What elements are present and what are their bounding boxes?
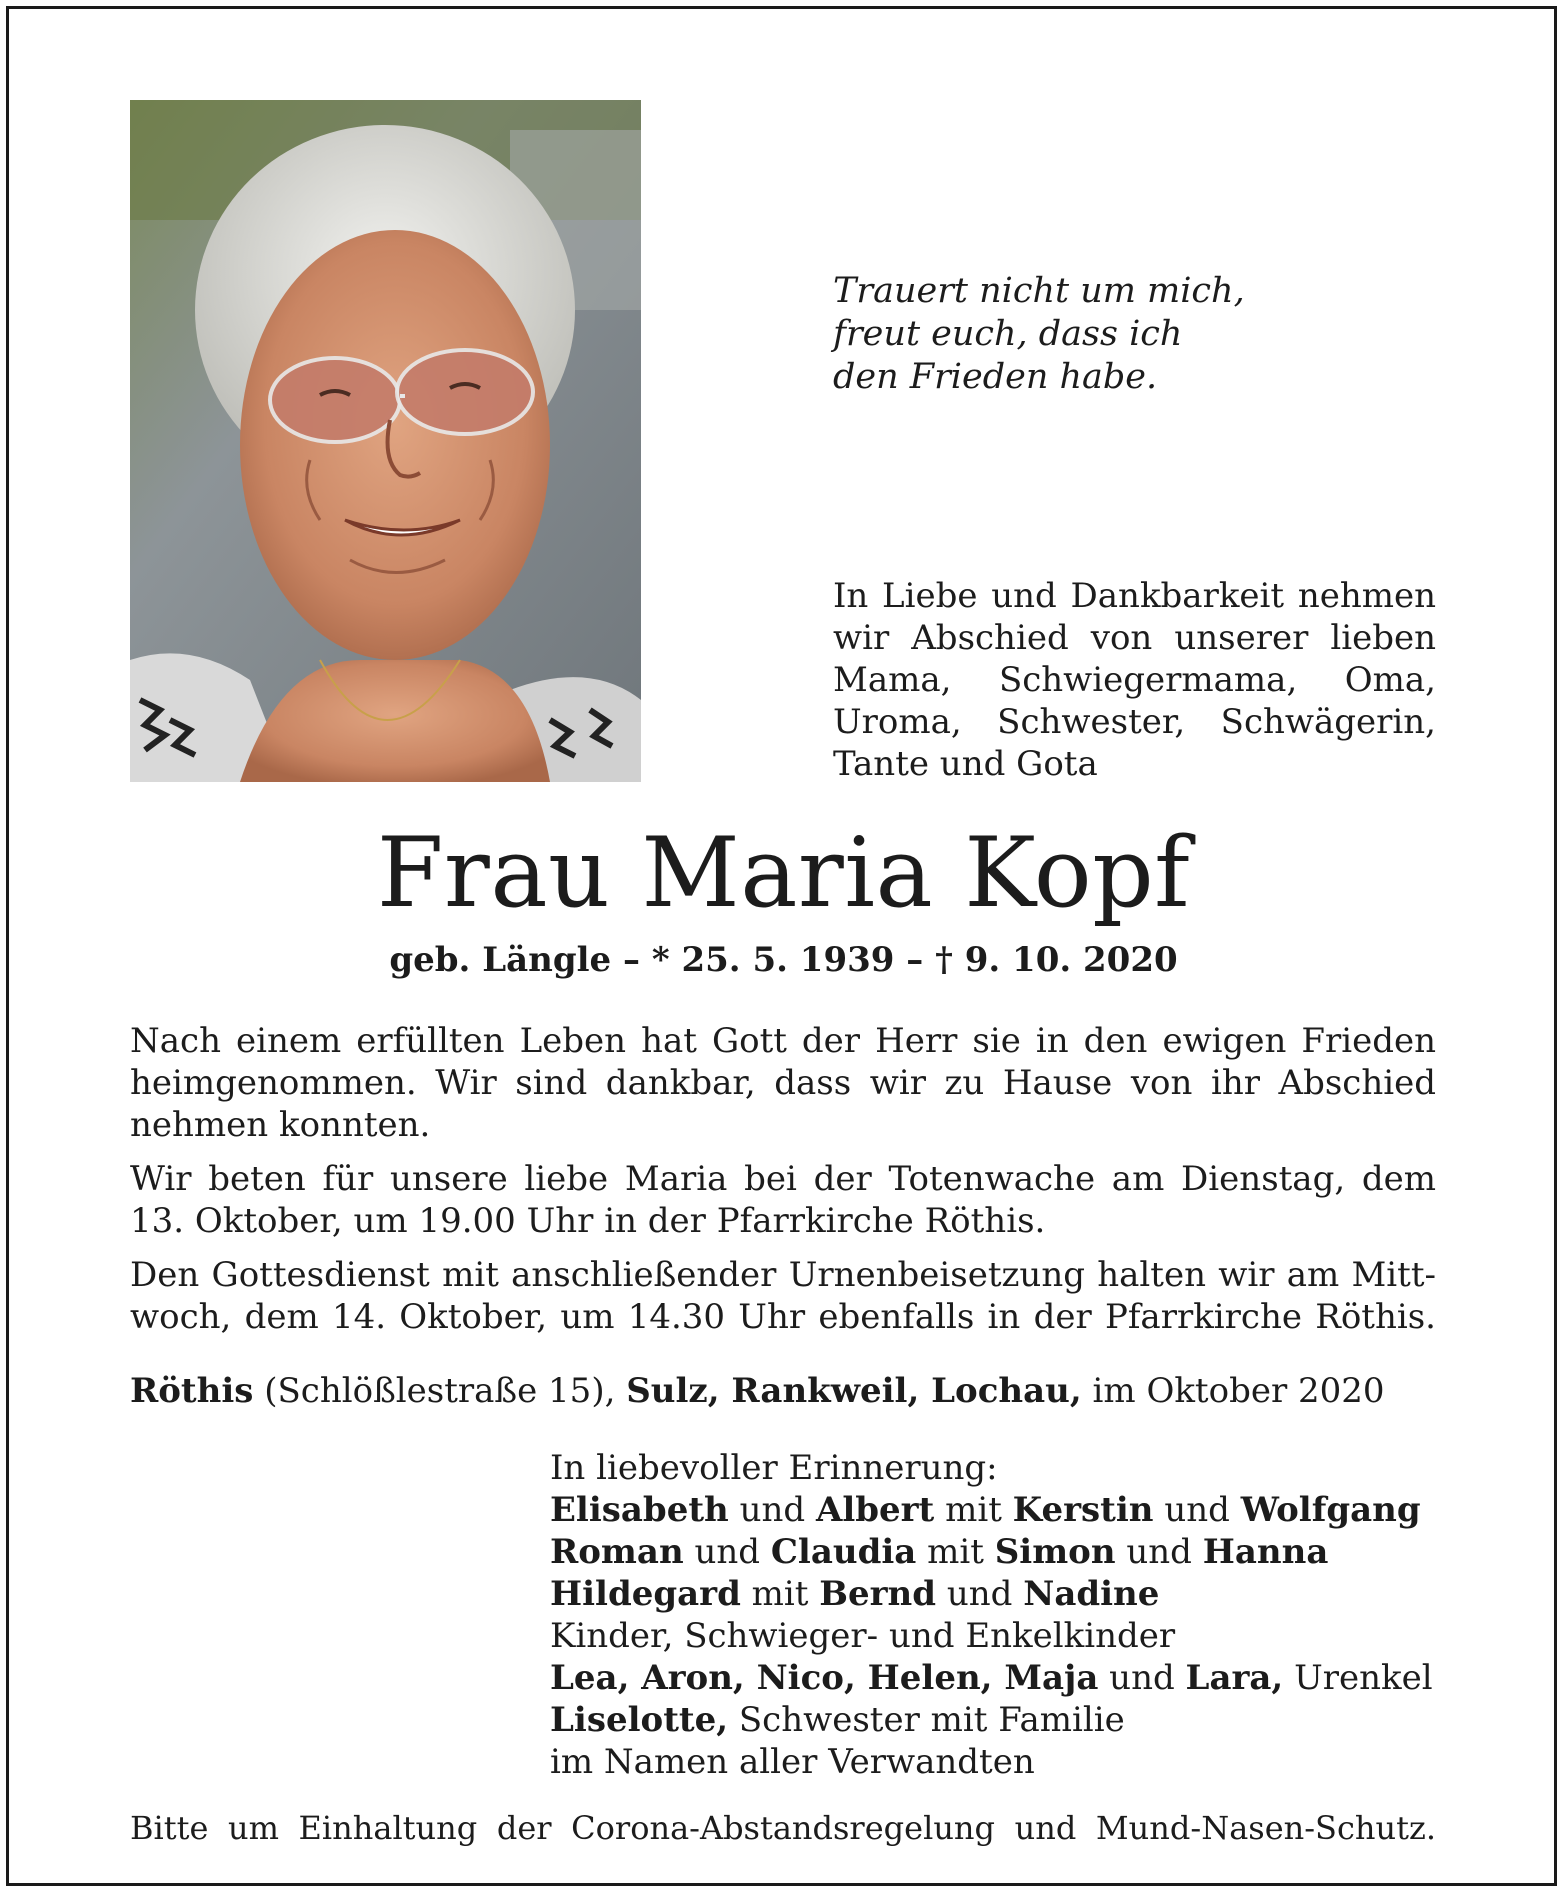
mourner-name: Lea, Aron, Nico, Helen, Maja <box>550 1658 1099 1698</box>
mourner-name: Hildegard <box>550 1574 741 1614</box>
deceased-name: Frau Maria Kopf <box>376 817 1191 929</box>
motto-line: Trauert nicht um mich, <box>833 271 1245 311</box>
mourners-row: im Namen aller Verwandten <box>550 1742 1035 1782</box>
paragraph-line: heimgenommen. Wir sind dankbar, dass wir zu Hause von ihr Abschied <box>130 1063 1436 1103</box>
intro-line: wir Abschied von unserer lieben <box>833 618 1436 658</box>
mourners-list <box>550 1447 1450 1783</box>
mourner-relation: Urenkel <box>1294 1658 1433 1698</box>
mourners-row <box>550 1657 1450 1699</box>
motto-line: freut euch, dass ich <box>833 314 1183 354</box>
place-address: (Schlößlestraße 15), <box>264 1371 616 1411</box>
paragraph-service <box>130 1254 1436 1338</box>
motto-quote <box>833 270 1353 399</box>
mourner-name: Wolfgang <box>1240 1490 1421 1530</box>
mourner-connector: und <box>1126 1532 1192 1572</box>
paragraph-line: 13. Oktober, um 19.00 Uhr in der Pfarrkirche Röthis. <box>130 1201 1046 1241</box>
intro-text <box>833 575 1436 785</box>
mourner-name: Lara, <box>1185 1658 1284 1698</box>
paragraph-line: Den Gottesdienst mit anschließender Urnenbeisetzung halten wir am Mitt- <box>130 1255 1436 1295</box>
mourners-row <box>550 1573 1450 1615</box>
mourners-row <box>550 1489 1450 1531</box>
mourners-row <box>550 1699 1450 1741</box>
portrait-photo <box>130 100 641 782</box>
mourner-connector: und <box>1109 1658 1175 1698</box>
intro-line: Mama, Schwiegermama, Oma, <box>833 660 1436 700</box>
mourner-name: Bernd <box>819 1574 937 1614</box>
mourner-name: Albert <box>815 1490 935 1530</box>
mourner-name: Liselotte, <box>550 1700 729 1740</box>
place-other-towns: Sulz, Rankweil, Lochau, <box>626 1371 1082 1411</box>
mourner-connector: mit <box>751 1574 809 1614</box>
life-dates: geb. Längle – * 25. 5. 1939 – † 9. 10. 2020 <box>389 940 1178 980</box>
corona-notice: Bitte um Einhaltung der Corona-Abstandsregelung und Mund-Nasen-Schutz. <box>130 1809 1436 1847</box>
intro-line: Tante und Gota <box>833 744 1098 784</box>
place-date: im Oktober 2020 <box>1092 1371 1385 1411</box>
mourner-connector: und <box>946 1574 1013 1614</box>
paragraph-line: Nach einem erfüllten Leben hat Gott der Herr sie in den ewigen Frieden <box>130 1021 1436 1061</box>
mourner-name: Kerstin <box>1012 1490 1154 1530</box>
place-town: Röthis <box>130 1371 254 1411</box>
paragraph-wake <box>130 1158 1436 1242</box>
mourners-row <box>550 1531 1450 1573</box>
mourner-connector: mit <box>927 1532 984 1572</box>
mourner-name: Claudia <box>770 1532 917 1572</box>
intro-line: In Liebe und Dankbarkeit nehmen <box>833 576 1436 616</box>
mourner-relation: Schwester mit Familie <box>738 1700 1125 1740</box>
mourner-connector: und <box>694 1532 761 1572</box>
mourners-row: Kinder, Schwieger- und Enkelkinder <box>550 1616 1176 1656</box>
mourner-connector: mit <box>945 1490 1002 1530</box>
mourner-name: Nadine <box>1023 1574 1160 1614</box>
place-and-date <box>130 1370 1385 1412</box>
mourner-name: Roman <box>550 1532 684 1572</box>
paragraph-line: woch, dem 14. Oktober, um 14.30 Uhr ebenfalls in der Pfarrkirche Röthis. <box>130 1297 1436 1337</box>
mourner-name: Simon <box>994 1532 1116 1572</box>
mourners-heading: In liebevoller Erinnerung: <box>550 1448 998 1488</box>
mourner-connector: und <box>739 1490 806 1530</box>
paragraph-line: Wir beten für unsere liebe Maria bei der Totenwache am Dienstag, dem <box>130 1159 1436 1199</box>
paragraph-farewell <box>130 1020 1436 1146</box>
mourner-name: Elisabeth <box>550 1490 729 1530</box>
mourner-name: Hanna <box>1202 1532 1329 1572</box>
motto-line: den Frieden habe. <box>833 357 1158 397</box>
intro-line: Uroma, Schwester, Schwägerin, <box>833 702 1436 742</box>
paragraph-line: nehmen konnten. <box>130 1105 431 1145</box>
mourner-connector: und <box>1164 1490 1230 1530</box>
